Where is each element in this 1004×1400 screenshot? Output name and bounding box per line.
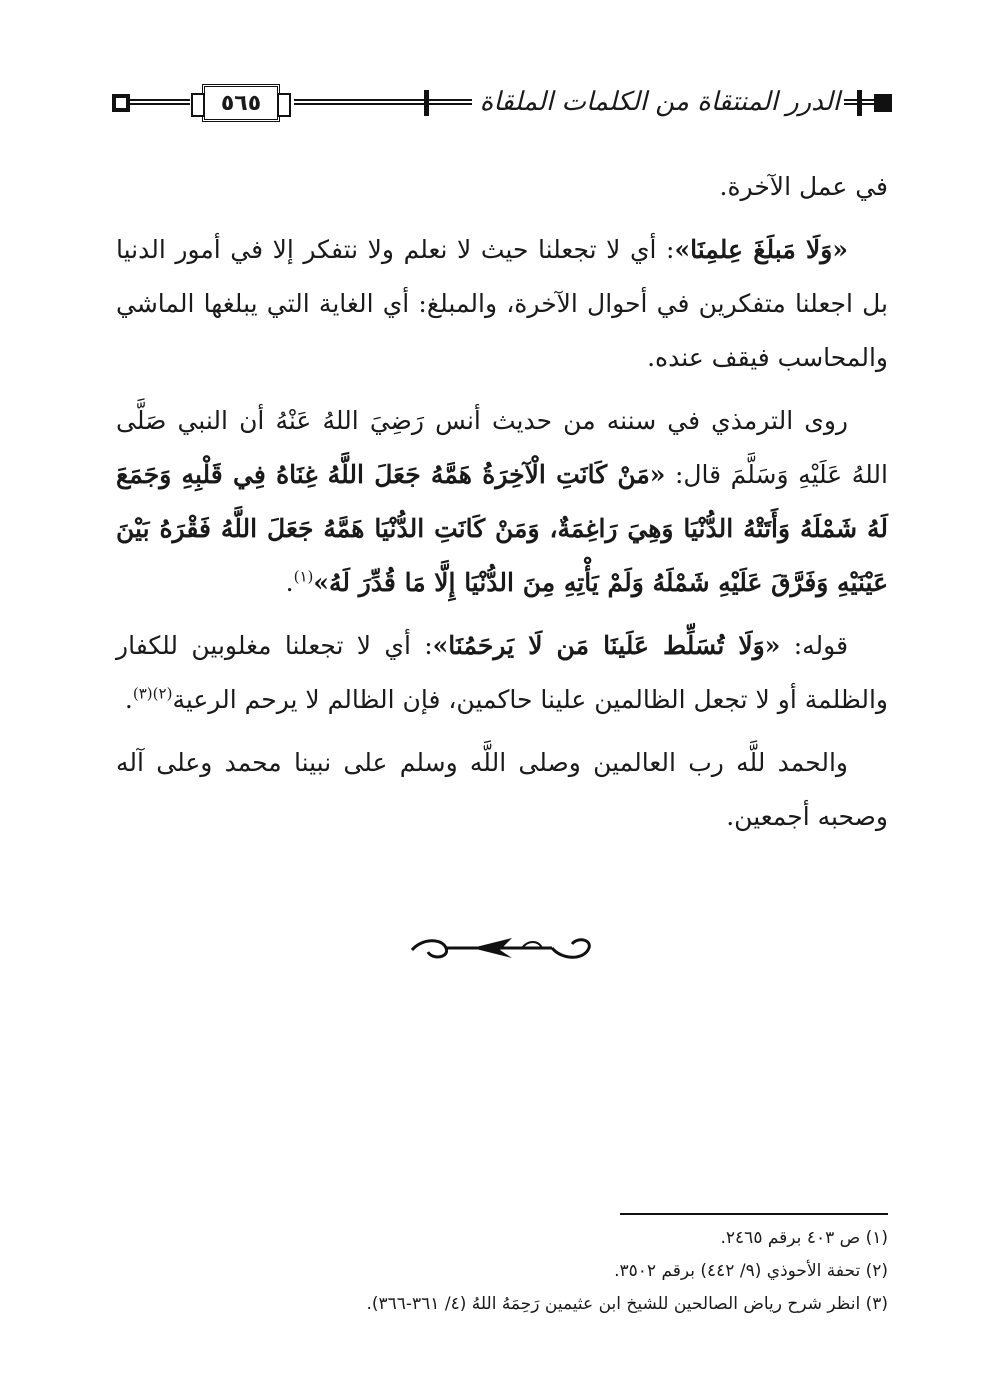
footnote-3: (٣) انظر شرح رياض الصالحين للشيخ ابن عثيمين رَحِمَهُ اللهُ (٤/ ٣٦١-٣٦٦). bbox=[366, 1294, 888, 1314]
header-left-square-ornament bbox=[112, 94, 130, 112]
dua-quote-2: «وَلَا تُسَلِّط عَلَينَا مَن لَا يَرحَمُنَا» bbox=[432, 631, 781, 660]
footnote-separator bbox=[620, 1213, 888, 1215]
page-header bbox=[112, 82, 892, 126]
paragraph-4: قوله: «وَلَا تُسَلِّط عَلَينَا مَن لَا يَرحَمُنَا»: أي لا تجعلنا مغلوبين للكفار والظلمة أو لا تجعل الظالمين علينا حاكمين، فإن الظالم لا يرحم الرعية$^{(٢)(٣)}$. bbox=[116, 631, 888, 714]
footnote-ref-2-3: (٢)(٣) bbox=[132, 684, 173, 703]
header-rule-left bbox=[130, 99, 190, 105]
header-bar-ornament bbox=[424, 90, 429, 116]
page-number-box bbox=[202, 84, 280, 122]
paragraph-3: روى الترمذي في سننه من حديث أنس رَضِيَ اللهُ عَنْهُ أن النبي صَلَّى اللهُ عَلَيْهِ وَسَلَّمَ قال: «مَنْ كَانَتِ الْآخِرَةُ هَمَّهُ جَعَلَ اللَّهُ غِنَاهُ فِي قَلْبِهِ وَجَمَعَ لَهُ شَمْلَهُ وَأَتَتْهُ الدُّنْيَا وَهِيَ رَاغِمَةٌ، وَمَنْ كَانَتِ الدُّنْيَا هَمَّهُ جَعَلَ اللَّهُ فَقْرَهُ بَيْنَ عَيْنَيْهِ وَفَرَّقَ عَلَيْهِ شَمْلَهُ وَلَمْ يَأْتِهِ مِنَ الدُّنْيَا إِلَّا مَا قُدِّرَ لَهُ»$^{(١)}$. bbox=[116, 406, 888, 597]
paragraph-3-intro: روى الترمذي في سننه من حديث أنس رَضِيَ اللهُ عَنْهُ أن النبي صَلَّى اللهُ عَلَيْهِ وَسَلَّمَ قال: bbox=[116, 406, 888, 489]
paragraph-4-text: : أي لا تجعلنا مغلوبين للكفار والظلمة أو لا تجعل الظالمين علينا حاكمين، فإن الظالم لا يرحم الرعية bbox=[116, 631, 888, 714]
paragraph-4-lead: قوله: bbox=[780, 631, 849, 660]
header-bar-ornament-right bbox=[857, 90, 862, 116]
footnotes bbox=[116, 1222, 888, 1321]
section-end-ornament-icon bbox=[402, 930, 602, 964]
paragraph-2 bbox=[116, 223, 888, 385]
paragraph-2-text: : أي لا تجعلنا حيث لا نعلم ولا نتفكر إلا في أمور الدنيا بل اجعلنا متفكرين في أحوال الآخرة، والمبلغ: أي الغاية التي يبلغها الماشي والمحاسب فيقف عنده. bbox=[116, 235, 888, 372]
book-title: الدرر المنتقاة من الكلمات الملقاة bbox=[472, 82, 848, 122]
paragraph-1: في عمل الآخرة. bbox=[719, 172, 888, 201]
footnote-1: (١) ص ٤٠٣ برقم ٢٤٦٥. bbox=[720, 1228, 888, 1248]
header-right-square-ornament bbox=[874, 94, 892, 112]
hadith-text: «مَنْ كَانَتِ الْآخِرَةُ هَمَّهُ جَعَلَ اللَّهُ غِنَاهُ فِي قَلْبِهِ وَجَمَعَ لَهُ شَمْلَهُ وَأَتَتْهُ الدُّنْيَا وَهِيَ رَاغِمَةٌ، وَمَنْ كَانَتِ الدُّنْيَا هَمَّهُ جَعَلَ اللَّهُ فَقْرَهُ بَيْنَ عَيْنَيْهِ وَفَرَّقَ عَلَيْهِ شَمْلَهُ وَلَمْ يَأْتِهِ مِنَ الدُّنْيَا إِلَّا مَا قُدِّرَ لَهُ» bbox=[116, 460, 888, 597]
paragraph-5: والحمد للَّه رب العالمين وصلى اللَّه وسلم على نبينا محمد وعلى آله وصحبه أجمعين. bbox=[116, 748, 888, 831]
footnote-ref-1: (١) bbox=[293, 567, 314, 586]
footnote-2: (٢) تحفة الأحوذي (٩/ ٤٤٢) برقم ٣٥٠٢. bbox=[614, 1261, 888, 1281]
dua-quote: «وَلَا مَبلَغَ عِلمِنَا» bbox=[674, 235, 848, 264]
page-number: ٥٦٥ bbox=[220, 90, 262, 116]
page-body bbox=[116, 160, 888, 853]
